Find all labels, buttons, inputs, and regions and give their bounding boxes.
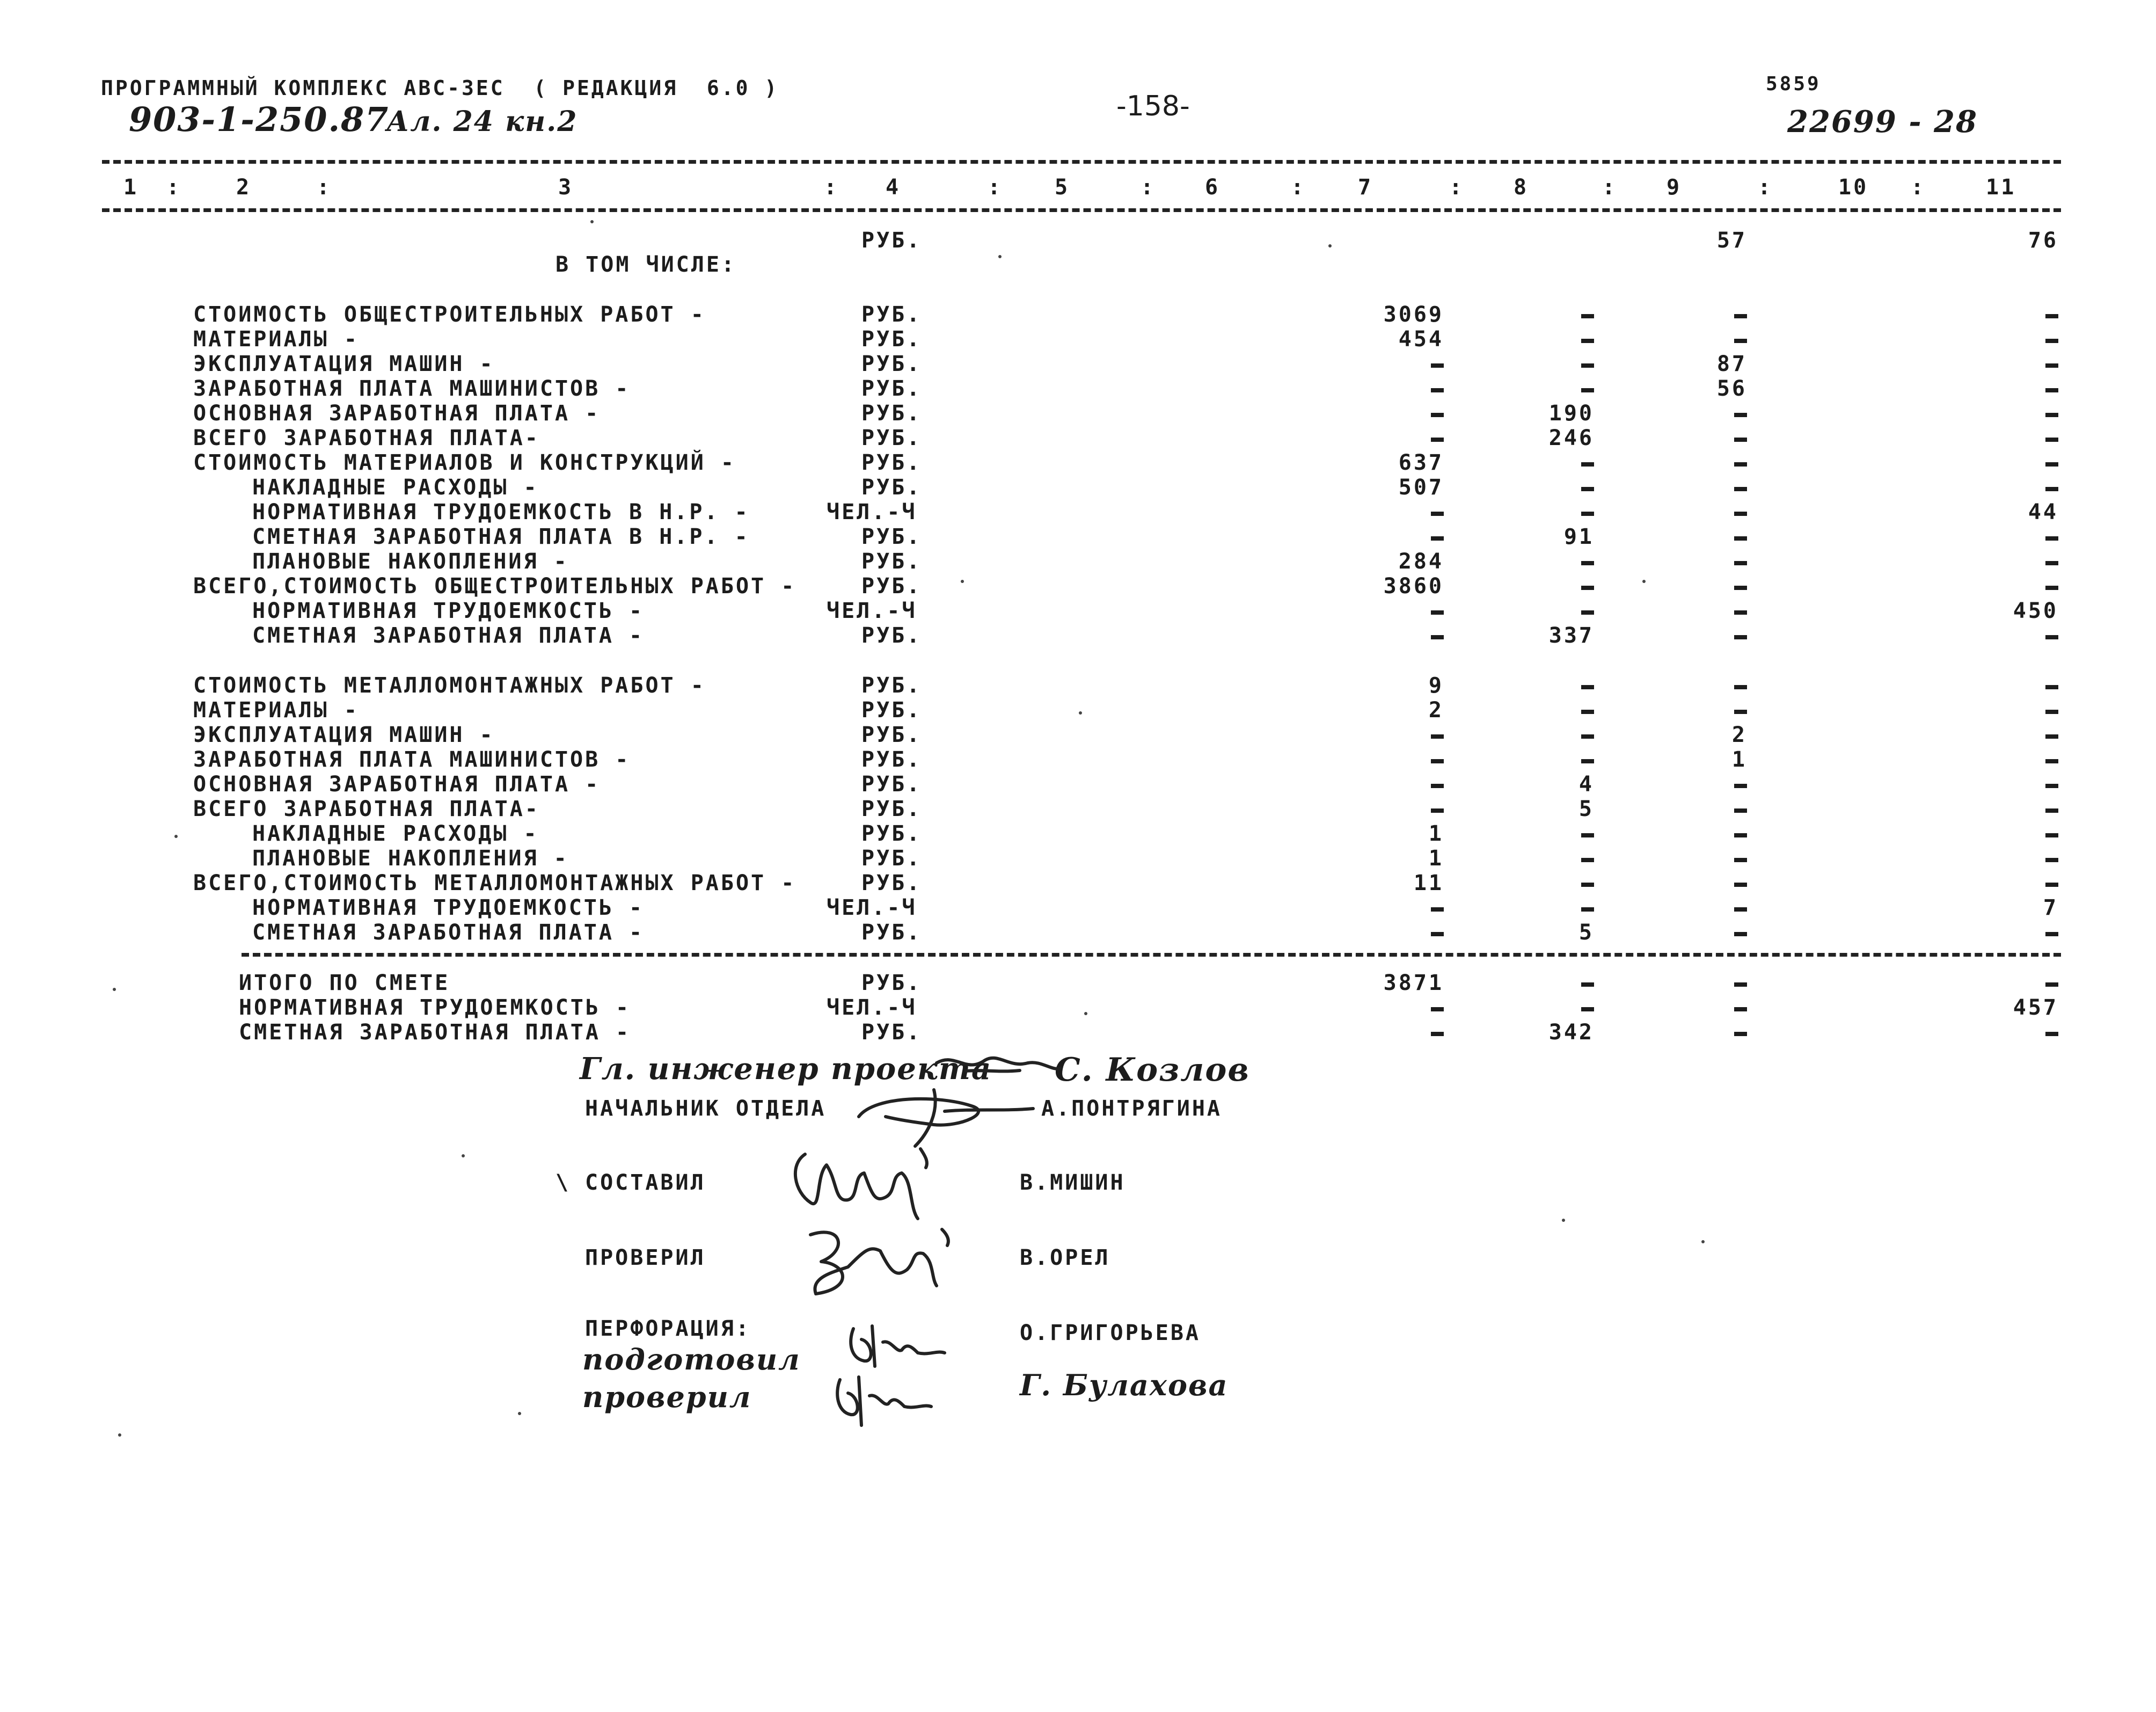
column-separator: : (1911, 175, 1926, 200)
row-label: СМЕТНАЯ ЗАРАБОТНАЯ ПЛАТА - (252, 623, 645, 648)
cell-dash (1431, 413, 1444, 417)
row-label: ВСЕГО,СТОИМОСТЬ ОБЩЕСТРОИТЕЛЬНЫХ РАБОТ - (193, 574, 796, 599)
cell-dash (1581, 339, 1594, 343)
row-unit: ЧЕЛ.-Ч (827, 895, 917, 920)
row-label: СТОИМОСТЬ МЕТАЛЛОМОНТАЖНЫХ РАБОТ - (193, 673, 706, 698)
scan-speck (1079, 711, 1082, 715)
cell-dash (1581, 710, 1594, 714)
row-label: ВСЕГО,СТОИМОСТЬ МЕТАЛЛОМОНТАЖНЫХ РАБОТ - (193, 871, 796, 895)
cell-dash (1734, 314, 1747, 318)
column-header-7: 7 (1358, 175, 1373, 200)
cell-dash (2045, 388, 2058, 392)
album-number: Ал. 24 кн.2 (386, 105, 578, 138)
cell-dash (1581, 586, 1594, 590)
cell-value-c8: 246 (1548, 426, 1594, 450)
checked-signature (800, 1219, 961, 1299)
row-label: МАТЕРИАЛЫ - (193, 698, 359, 723)
row-unit: РУБ. (861, 846, 922, 871)
row-label: СМЕТНАЯ ЗАРАБОТНАЯ ПЛАТА В Н.Р. - (252, 524, 750, 549)
cell-dash (1734, 1007, 1747, 1011)
cell-value-c11: 457 (2013, 995, 2058, 1020)
scan-speck (518, 1412, 521, 1415)
column-header-8: 8 (1514, 175, 1529, 200)
cell-dash (1734, 982, 1747, 987)
column-separator: : (1291, 175, 1306, 200)
cell-value-c11: 76 (2028, 228, 2058, 253)
scan-speck (118, 1433, 121, 1437)
row-unit: РУБ. (861, 376, 922, 401)
cell-dash (1581, 833, 1594, 837)
cell-value-c9: 87 (1716, 352, 1747, 376)
column-header-1: 1 (123, 175, 139, 200)
cell-dash (2045, 561, 2058, 565)
cell-dash (1581, 512, 1594, 516)
row-label: ОСНОВНАЯ ЗАРАБОТНАЯ ПЛАТА - (193, 401, 601, 426)
cell-dash (1734, 413, 1747, 417)
scan-speck (462, 1154, 465, 1157)
cell-dash (1431, 438, 1444, 442)
row-unit: РУБ. (861, 871, 922, 895)
cell-value-c8: 190 (1548, 401, 1594, 426)
cell-value-c9: 57 (1716, 228, 1747, 253)
program-header: ПРОГРАММНЫЙ КОМПЛЕКС АВС-ЗЕС ( РЕДАКЦИЯ 6.0 ) (101, 76, 779, 100)
row-unit: РУБ. (861, 821, 922, 846)
scan-speck (113, 988, 116, 991)
row-unit: РУБ. (861, 772, 922, 797)
cell-dash (2045, 314, 2058, 318)
column-separator: : (317, 175, 332, 200)
row-label: НОРМАТИВНАЯ ТРУДОЕМКОСТЬ - (252, 895, 645, 920)
cell-value-c7: 2 (1428, 698, 1444, 723)
row-unit: РУБ. (861, 524, 922, 549)
column-separator: : (988, 175, 1003, 200)
cell-dash (1581, 561, 1594, 565)
cell-value-c7: 9 (1428, 673, 1444, 698)
cell-dash (2045, 932, 2058, 936)
scan-speck (1642, 580, 1646, 583)
head-of-department-name: А.ПОНТРЯГИНА (1041, 1096, 1222, 1121)
row-label: ЭКСПЛУАТАЦИЯ МАШИН - (193, 352, 495, 376)
cell-value-c8: 5 (1578, 797, 1594, 821)
cell-value-c7: 454 (1398, 327, 1444, 352)
column-header-3: 3 (558, 175, 574, 200)
cell-value-c7: 3069 (1383, 302, 1444, 327)
cell-dash (1734, 1032, 1747, 1036)
cell-dash (1431, 388, 1444, 392)
row-label: ОСНОВНАЯ ЗАРАБОТНАЯ ПЛАТА - (193, 772, 601, 797)
compiled-name: В.МИШИН (1020, 1170, 1125, 1195)
row-label: ВСЕГО ЗАРАБОТНАЯ ПЛАТА- (193, 426, 540, 450)
cell-dash (1734, 586, 1747, 590)
row-label: ПЛАНОВЫЕ НАКОПЛЕНИЯ - (252, 549, 569, 574)
cell-value-c7: 284 (1398, 549, 1444, 574)
column-separator: : (1449, 175, 1465, 200)
cell-dash (1734, 635, 1747, 639)
cell-value-c7: 507 (1398, 475, 1444, 500)
cell-dash (1734, 833, 1747, 837)
column-header-9: 9 (1667, 175, 1682, 200)
column-header-4: 4 (886, 175, 901, 200)
cell-dash (1734, 710, 1747, 714)
column-separator: : (824, 175, 839, 200)
scan-speck (961, 580, 964, 583)
row-unit: РУБ. (861, 971, 922, 995)
cell-value-c8: 342 (1548, 1020, 1594, 1045)
cell-dash (1734, 487, 1747, 491)
row-unit: РУБ. (861, 797, 922, 821)
cell-dash (2045, 438, 2058, 442)
prepared-title: подготовил (582, 1342, 801, 1376)
cell-value-c9: 56 (1716, 376, 1747, 401)
cell-dash (1431, 759, 1444, 763)
compiled-title: СОСТАВИЛ (585, 1170, 706, 1195)
prepared-name: О.ГРИГОРЬЕВА (1020, 1321, 1201, 1345)
row-unit: ЧЕЛ.-Ч (827, 599, 917, 623)
row-label: ЭКСПЛУАТАЦИЯ МАШИН - (193, 723, 495, 747)
cell-dash (2045, 982, 2058, 987)
cell-dash (2045, 833, 2058, 837)
slash-mark: \ (556, 1170, 571, 1195)
cell-value-c7: 1 (1428, 821, 1444, 846)
row-unit: РУБ. (861, 401, 922, 426)
cell-dash (1431, 1032, 1444, 1036)
row-label: НОРМАТИВНАЯ ТРУДОЕМКОСТЬ В Н.Р. - (252, 500, 750, 524)
cell-dash (1431, 363, 1444, 368)
verified-name: Г. Булахова (1020, 1368, 1229, 1402)
cell-value-c7: 637 (1398, 450, 1444, 475)
scan-speck (1701, 1240, 1705, 1243)
total-separator (242, 953, 2061, 957)
cell-dash (1581, 462, 1594, 467)
cell-dash (2045, 339, 2058, 343)
cell-value-c7: 1 (1428, 846, 1444, 871)
row-unit: РУБ. (861, 698, 922, 723)
cell-dash (1734, 561, 1747, 565)
cell-dash (2045, 759, 2058, 763)
cell-dash (2045, 883, 2058, 887)
column-header-6: 6 (1205, 175, 1220, 200)
row-unit: РУБ. (861, 574, 922, 599)
cell-dash (2045, 487, 2058, 491)
prepared-signature (843, 1321, 950, 1369)
cell-dash (1734, 784, 1747, 788)
column-separator: : (1602, 175, 1618, 200)
row-unit: РУБ. (861, 228, 922, 253)
cell-dash (1581, 610, 1594, 615)
row-label: НОРМАТИВНАЯ ТРУДОЕМКОСТЬ - (239, 995, 631, 1020)
scan-speck (174, 835, 178, 838)
checked-name: В.ОРЕЛ (1020, 1245, 1110, 1270)
head-of-department-signature (853, 1079, 1036, 1149)
row-label: ПЛАНОВЫЕ НАКОПЛЕНИЯ - (252, 846, 569, 871)
cell-dash (1431, 635, 1444, 639)
scan-speck (1328, 244, 1332, 247)
row-unit: РУБ. (861, 352, 922, 376)
row-label: СТОИМОСТЬ ОБЩЕСТРОИТЕЛЬНЫХ РАБОТ - (193, 302, 706, 327)
cell-dash (2045, 536, 2058, 541)
cell-dash (1734, 610, 1747, 615)
header-rule-top (102, 160, 2061, 164)
verified-title: проверил (582, 1380, 752, 1414)
scan-speck (1084, 1012, 1087, 1015)
scan-speck (998, 255, 1002, 258)
cell-dash (1734, 858, 1747, 862)
row-label: ВСЕГО ЗАРАБОТНАЯ ПЛАТА- (193, 797, 540, 821)
cell-dash (1734, 512, 1747, 516)
cell-value-c8: 91 (1563, 524, 1594, 549)
compiled-signature (784, 1143, 945, 1224)
column-header-10: 10 (1838, 175, 1869, 200)
row-unit: РУБ. (861, 549, 922, 574)
cell-dash (2045, 413, 2058, 417)
row-unit: ЧЕЛ.-Ч (827, 500, 917, 524)
perforation-title: ПЕРФОРАЦИЯ: (585, 1316, 751, 1341)
cell-dash (1581, 734, 1594, 739)
cell-dash (1734, 808, 1747, 813)
row-unit: РУБ. (861, 623, 922, 648)
cell-value-c7: 11 (1413, 871, 1444, 895)
row-label: ИТОГО ПО СМЕТЕ (239, 971, 450, 995)
cell-dash (2045, 808, 2058, 813)
row-label: МАТЕРИАЛЫ - (193, 327, 359, 352)
cell-value-c8: 4 (1578, 772, 1594, 797)
cell-dash (1431, 932, 1444, 936)
cell-dash (1581, 314, 1594, 318)
cell-dash (1431, 610, 1444, 615)
cell-dash (2045, 586, 2058, 590)
row-unit: ЧЕЛ.-Ч (827, 995, 917, 1020)
page-number: -158- (1116, 90, 1190, 122)
cell-value-c8: 5 (1578, 920, 1594, 945)
chief-engineer-name: С. Козлов (1055, 1051, 1250, 1089)
cell-value-c11: 44 (2028, 500, 2058, 524)
cell-dash (2045, 1032, 2058, 1036)
cell-dash (1734, 685, 1747, 689)
scan-speck (1562, 1219, 1565, 1222)
cell-value-c11: 450 (2013, 599, 2058, 623)
cell-dash (1431, 734, 1444, 739)
cell-dash (1581, 388, 1594, 392)
chief-engineer-title: Гл. инженер проекта (580, 1051, 992, 1087)
cell-dash (2045, 685, 2058, 689)
cell-dash (1734, 339, 1747, 343)
cell-dash (2045, 363, 2058, 368)
cell-dash (1581, 759, 1594, 763)
header-rule-bottom (102, 208, 2061, 212)
cell-dash (2045, 858, 2058, 862)
column-separator: : (1758, 175, 1773, 200)
row-unit: РУБ. (861, 426, 922, 450)
cell-dash (1581, 685, 1594, 689)
row-unit: РУБ. (861, 747, 922, 772)
cell-dash (2045, 734, 2058, 739)
row-unit: РУБ. (861, 327, 922, 352)
row-unit: РУБ. (861, 673, 922, 698)
scan-speck (590, 220, 594, 223)
row-unit: РУБ. (861, 920, 922, 945)
row-unit: РУБ. (861, 302, 922, 327)
checked-title: ПРОВЕРИЛ (585, 1245, 706, 1270)
cell-dash (1431, 512, 1444, 516)
cell-value-c7: 3871 (1383, 971, 1444, 995)
doc-code: 903-1-250.87 (129, 100, 390, 139)
column-separator: : (166, 175, 182, 200)
cell-value-c11: 7 (2043, 895, 2058, 920)
column-header-2: 2 (236, 175, 252, 200)
cell-dash (2045, 710, 2058, 714)
cell-value-c9: 1 (1731, 747, 1747, 772)
top-right-number: 5859 (1766, 73, 1821, 95)
cell-dash (1581, 1007, 1594, 1011)
row-label: НОРМАТИВНАЯ ТРУДОЕМКОСТЬ - (252, 599, 645, 623)
cell-dash (1581, 487, 1594, 491)
cell-dash (1734, 462, 1747, 467)
row-unit: РУБ. (861, 475, 922, 500)
row-unit: РУБ. (861, 1020, 922, 1045)
cell-dash (1431, 1007, 1444, 1011)
cell-dash (1581, 883, 1594, 887)
row-unit: РУБ. (861, 450, 922, 475)
cell-dash (1431, 536, 1444, 541)
column-header-11: 11 (1986, 175, 2016, 200)
row-label: НАКЛАДНЫЕ РАСХОДЫ - (252, 821, 539, 846)
cell-dash (1431, 784, 1444, 788)
cell-value-c9: 2 (1731, 723, 1747, 747)
cell-dash (1734, 438, 1747, 442)
column-separator: : (1141, 175, 1156, 200)
cell-dash (1431, 808, 1444, 813)
cell-dash (1581, 982, 1594, 987)
cell-dash (2045, 784, 2058, 788)
head-of-department-title: НАЧАЛЬНИК ОТДЕЛА (585, 1096, 827, 1121)
row-label: СМЕТНАЯ ЗАРАБОТНАЯ ПЛАТА - (239, 1020, 631, 1045)
cell-dash (1734, 883, 1747, 887)
row-label: ЗАРАБОТНАЯ ПЛАТА МАШИНИСТОВ - (193, 747, 631, 772)
row-label: ЗАРАБОТНАЯ ПЛАТА МАШИНИСТОВ - (193, 376, 631, 401)
cell-dash (1734, 932, 1747, 936)
cell-dash (1581, 858, 1594, 862)
cell-dash (1581, 363, 1594, 368)
row-label: НАКЛАДНЫЕ РАСХОДЫ - (252, 475, 539, 500)
cell-dash (1581, 907, 1594, 912)
row-label: СМЕТНАЯ ЗАРАБОТНАЯ ПЛАТА - (252, 920, 645, 945)
verified-signature (827, 1369, 934, 1428)
cell-dash (1734, 536, 1747, 541)
cell-dash (1734, 907, 1747, 912)
column-header-5: 5 (1055, 175, 1070, 200)
cell-value-c8: 337 (1548, 623, 1594, 648)
cell-dash (1431, 907, 1444, 912)
row-label: СТОИМОСТЬ МАТЕРИАЛОВ И КОНСТРУКЦИЙ - (193, 450, 736, 475)
cell-dash (2045, 635, 2058, 639)
row-label: В ТОМ ЧИСЛЕ: (556, 252, 736, 277)
inventory-number: 22699 - 28 (1787, 104, 1978, 140)
row-unit: РУБ. (861, 723, 922, 747)
cell-value-c7: 3860 (1383, 574, 1444, 599)
cell-dash (2045, 462, 2058, 467)
